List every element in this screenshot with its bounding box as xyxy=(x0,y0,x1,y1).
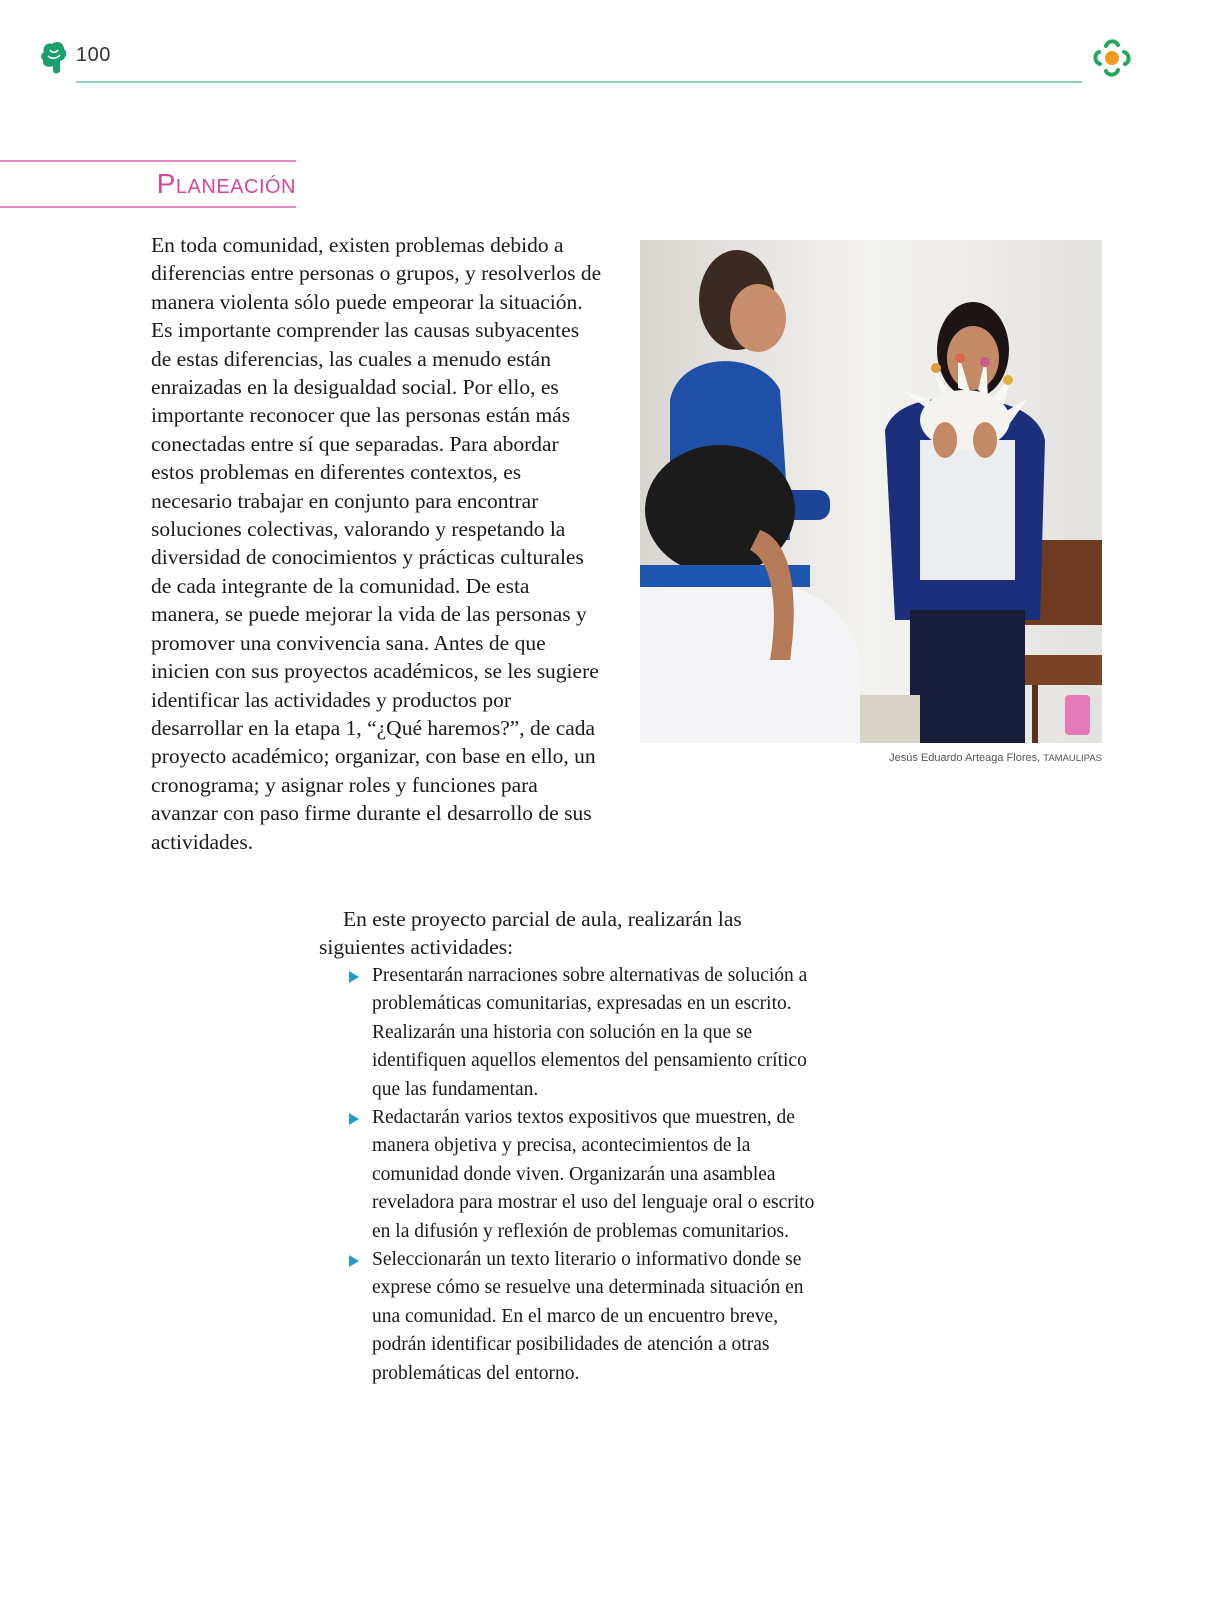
section-rule-top xyxy=(0,160,296,162)
activities-list xyxy=(347,962,822,1388)
photo-credit-place: TAMAULIPAS xyxy=(1043,753,1102,764)
list-item xyxy=(347,962,822,1104)
list-item-text: Seleccionarán un texto literario o informativo donde se exprese cómo se resuelve una determinada situación en una comunidad. En el marco de un encuentro breve, podrán identificar posibilidades de atención a otras problemáticas del entorno. xyxy=(372,1249,804,1384)
triangle-bullet-icon xyxy=(349,971,359,983)
header-divider xyxy=(76,81,1082,83)
section-rule-bottom xyxy=(0,206,296,208)
photo-credit-name: Jesús Eduardo Arteaga Flores, xyxy=(889,752,1041,764)
section-title: Planeación xyxy=(156,168,296,199)
leaf-hand-icon xyxy=(38,40,68,76)
activities-lead: En este proyecto parcial de aula, realizarán las siguientes actividades: xyxy=(319,907,742,960)
list-item xyxy=(347,1246,822,1388)
students-illustration xyxy=(640,240,1102,743)
triangle-bullet-icon xyxy=(349,1113,359,1125)
triangle-bullet-icon xyxy=(349,1255,359,1267)
list-item-text: Presentarán narraciones sobre alternativas de solución a problemáticas comunitarias, expresadas en un escrito. Realizarán una historia con solución en la que se identifiquen aquellos elementos del pensamiento crítico que las fundamentan. xyxy=(372,965,808,1100)
classroom-photo xyxy=(640,240,1102,743)
page-number: 100 xyxy=(76,44,111,66)
flower-logo-icon xyxy=(1086,32,1138,84)
list-item xyxy=(347,1104,822,1246)
photo-credit xyxy=(640,752,1102,764)
list-item-text: Redactarán varios textos expositivos que muestren, de manera objetiva y precisa, acontecimientos de la comunidad donde viven. Organizarán una asamblea reveladora para mostrar el uso del lenguaje oral o escrito en la difusión y reflexión de problemas comunitarios. xyxy=(372,1107,815,1242)
intro-paragraph: En toda comunidad, existen problemas debido a diferencias entre personas o grupos, y resolverlos de manera violenta sólo puede empeorar la situación. Es importante comprender las causas subyacentes de estas diferencias, las cuales a menudo están enraizadas en la desigualdad social. Por ello, es importante reconocer que las personas están más conectadas entre sí que separadas. Para abordar estos problemas en diferentes contextos, es necesario trabajar en conjunto para encontrar soluciones colectivas, valorando y respetando la diversidad de conocimientos y prácticas culturales de cada integrante de la comunidad. De esta manera, se puede mejorar la vida de las personas y promover una convivencia sana. Antes de que inicien con sus proyectos académicos, se les sugiere identificar las actividades y productos por desarrollar en la etapa 1, “¿Qué haremos?”, de cada proyecto académico; organizar, con base en ello, un cronograma; y asignar roles y funciones para avanzar con paso firme durante el desarrollo de sus actividades. xyxy=(151,233,602,854)
